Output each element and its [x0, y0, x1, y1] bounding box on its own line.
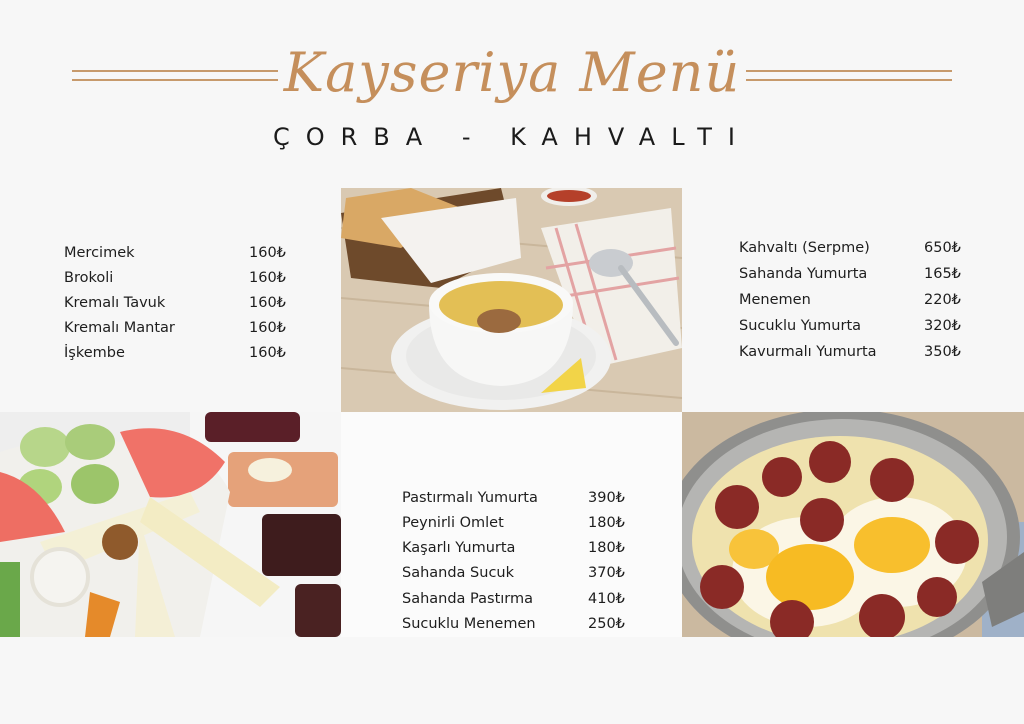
item-price: 180₺: [588, 515, 625, 531]
item-price: 320₺: [924, 318, 961, 334]
item-name: Kaşarlı Yumurta: [402, 540, 516, 556]
item-name: Brokoli: [64, 270, 114, 286]
item-name: Peynirli Omlet: [402, 515, 504, 531]
item-name: Pastırmalı Yumurta: [402, 490, 538, 506]
egg-menu: [402, 490, 642, 640]
item-name: Mercimek: [64, 245, 135, 261]
item-price: 180₺: [588, 540, 625, 556]
item-name: Sucuklu Menemen: [402, 616, 536, 632]
breakfast-platter-photo: [0, 412, 341, 637]
item-price: 160₺: [249, 345, 286, 361]
item-name: Kahvaltı (Serpme): [739, 240, 870, 256]
item-name: Sahanda Yumurta: [739, 266, 868, 282]
item-name: Menemen: [739, 292, 811, 308]
item-name: Sucuklu Yumurta: [739, 318, 862, 334]
soup-photo: [341, 188, 682, 413]
title-rule-right: [746, 70, 952, 81]
item-price: 250₺: [588, 616, 625, 632]
item-price: 160₺: [249, 245, 286, 261]
item-price: 370₺: [588, 565, 625, 581]
item-name: Kremalı Mantar: [64, 320, 175, 336]
item-name: Kremalı Tavuk: [64, 295, 166, 311]
item-price: 165₺: [924, 266, 961, 282]
item-name: İşkembe: [64, 345, 125, 361]
item-price: 410₺: [588, 591, 625, 607]
egg-sucuk-pan-photo: [682, 412, 1024, 637]
breakfast-menu: [739, 240, 979, 365]
item-price: 650₺: [924, 240, 961, 256]
item-price: 160₺: [249, 320, 286, 336]
item-price: 390₺: [588, 490, 625, 506]
item-price: 160₺: [249, 295, 286, 311]
page-subtitle: ÇORBA - KAHVALTI: [272, 123, 751, 151]
item-name: Sahanda Pastırma: [402, 591, 534, 607]
item-price: 220₺: [924, 292, 961, 308]
page-title: Kayseriya Menü: [283, 41, 741, 104]
item-name: Kavurmalı Yumurta: [739, 344, 877, 360]
soup-menu: [64, 245, 304, 370]
item-price: 160₺: [249, 270, 286, 286]
item-price: 350₺: [924, 344, 961, 360]
item-name: Sahanda Sucuk: [402, 565, 515, 581]
title-row: [0, 38, 1024, 108]
